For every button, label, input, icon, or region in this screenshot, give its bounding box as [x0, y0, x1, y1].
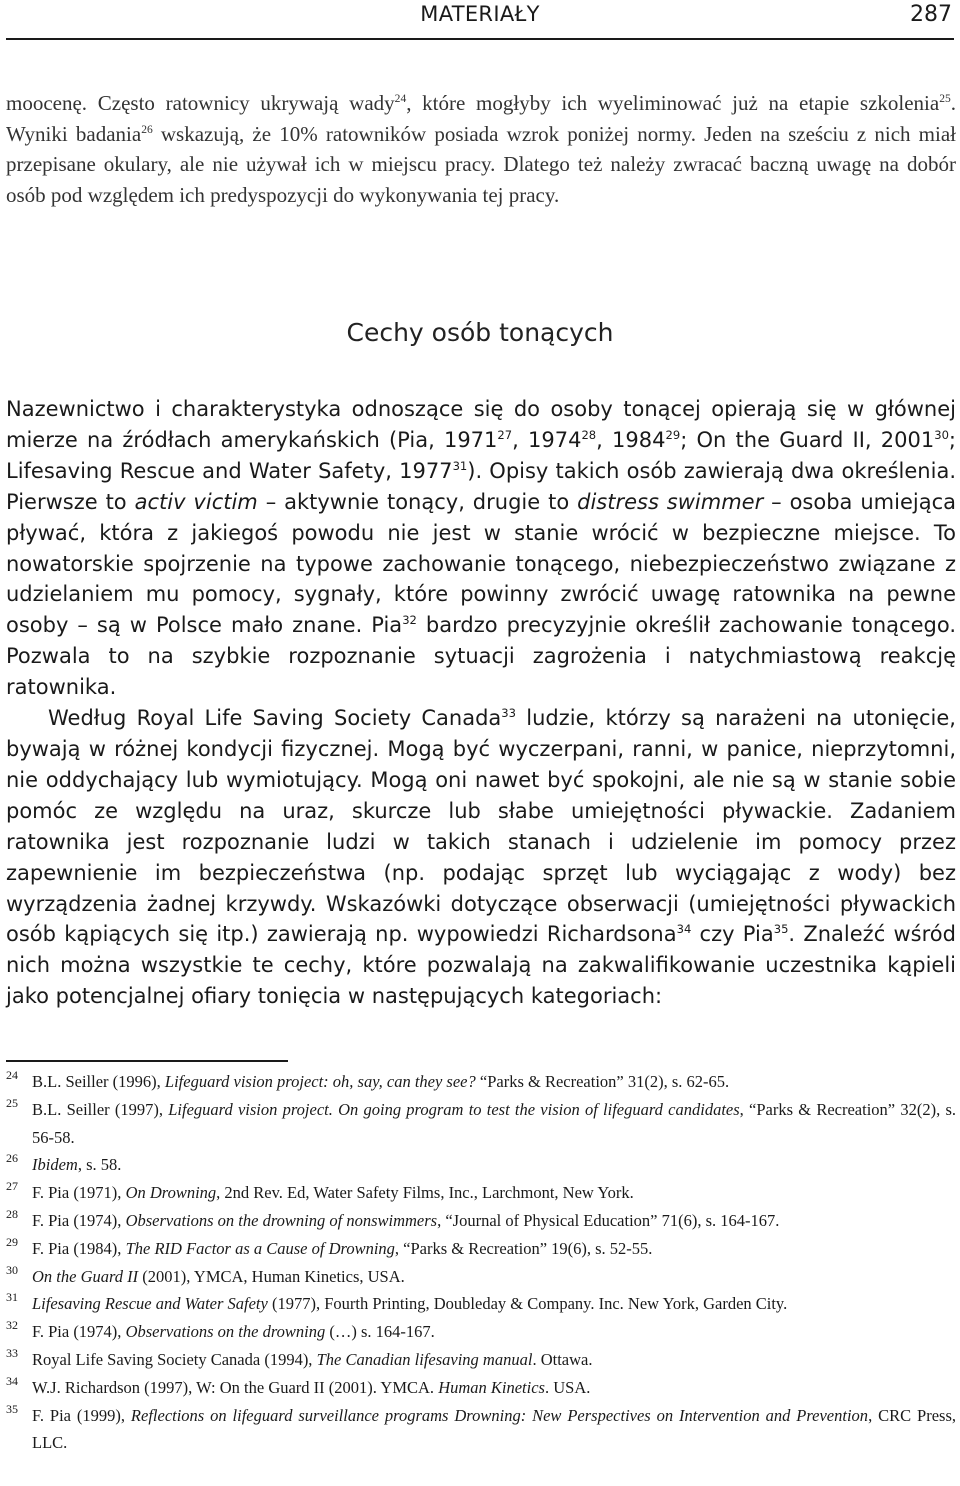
footnote-ref: 27: [497, 427, 513, 442]
running-header: [6, 0, 954, 40]
body-paragraph: [6, 703, 956, 1012]
footnote-number: 35: [6, 1401, 18, 1416]
italic-text: On Drowning: [125, 1183, 217, 1203]
text-run: F. Pia (1974),: [32, 1322, 126, 1342]
italic-text: On the Guard II: [32, 1266, 139, 1286]
footnote-item: [6, 1068, 956, 1096]
page-number: 287: [910, 2, 952, 27]
text-run: , s. 58.: [77, 1155, 122, 1175]
footnote-ref: 28: [581, 427, 597, 442]
footnotes-list: [6, 1068, 956, 1457]
text-run: , “Parks & Recreation” 19(6), s. 52-55.: [394, 1238, 653, 1258]
text-run: , 2nd Rev. Ed, Water Safety Films, Inc., Larchmont, New York.: [216, 1183, 634, 1203]
footnote-ref: 33: [501, 706, 516, 721]
section-heading: Cechy osób tonących: [346, 318, 614, 347]
text-run: F. Pia (1971),: [32, 1183, 126, 1203]
footnote-number: 25: [6, 1095, 18, 1110]
italic-text: Human Kinetics: [438, 1377, 545, 1397]
footnote-item: [6, 1318, 956, 1346]
text-run: Nazewnictwo i charakterystyka odnoszące się do osoby tonącej opierają się w głównej mierze na źródłach amerykańskich (Pia, 1971: [6, 397, 956, 452]
italic-text: Lifesaving Rescue and Water Safety: [32, 1294, 268, 1314]
footnote-number: 29: [6, 1234, 18, 1249]
footnote-number: 30: [6, 1262, 18, 1277]
text-run: B.L. Seiller (1997),: [32, 1099, 169, 1119]
footnote-ref: 34: [676, 922, 692, 937]
text-run: F. Pia (1984),: [32, 1238, 126, 1258]
footnote-number: 33: [6, 1345, 18, 1360]
footnote-item: [6, 1179, 956, 1207]
footnote-ref: 32: [402, 613, 417, 628]
footnote-number: 34: [6, 1373, 18, 1388]
text-run: ; Lifesaving Rescue and Water Safety, 1977: [6, 427, 956, 483]
text-run: , które mogłyby ich wyeliminować już na etapie szkolenia: [406, 91, 940, 115]
italic-text: The RID Factor as a Cause of Drowning: [125, 1238, 395, 1258]
footnote-item: [6, 1263, 956, 1291]
text-run: , 1984: [596, 427, 666, 452]
text-run: B.L. Seiller (1996),: [32, 1072, 165, 1091]
footnote-item: [6, 1402, 956, 1458]
italic-text: distress swimmer: [577, 489, 764, 514]
italic-text: Observations on the drowning: [125, 1322, 326, 1342]
text-run: ; On the Guard II, 2001: [680, 427, 935, 452]
footnote-item: [6, 1235, 956, 1263]
text-run: – aktywnie tonący, drugie to: [257, 489, 578, 514]
footnote-item: [6, 1151, 956, 1179]
footnote-number: 27: [6, 1179, 18, 1194]
footnote-ref: 31: [452, 458, 468, 473]
text-run: , “Journal of Physical Education” 71(6), s. 164-167.: [437, 1210, 780, 1230]
italic-text: Lifeguard vision project. On going program to test the vision of lifeguard candidates: [168, 1099, 740, 1119]
footnote-number: 28: [6, 1206, 18, 1221]
italic-text: The Canadian lifesaving manual: [316, 1349, 533, 1369]
italic-text: Lifeguard vision project: oh, say, can they see?: [164, 1072, 476, 1091]
footnote-ref: 29: [665, 427, 681, 442]
text-run: wskazują, że 10% ratowników posiada wzrok poniżej normy. Jeden na sześciu z nich miał przepisane okulary, ale nie używał ich w miejscu pracy. Dlatego też należy zwracać baczną uwagę na dobór osób pod względem ich predyspozycji do wykonywania tej pracy.: [6, 121, 956, 207]
text-run: , “Parks & Recreation” 32(2), s. 56-58.: [32, 1099, 956, 1147]
text-run: . USA.: [544, 1377, 591, 1397]
text-run: . Znaleźć wśród nich można wszystkie te cechy, które pozwalają na zakwalifikowanie uczestnika kąpieli jako potencjalnej ofiary tonięcia w następujących kategoriach:: [6, 922, 956, 1009]
text-run: czy Pia: [691, 922, 774, 947]
text-run: (2001), YMCA, Human Kinetics, USA.: [138, 1266, 405, 1286]
footnote-ref: 26: [141, 123, 153, 136]
footnote-ref: 25: [939, 93, 951, 105]
text-run: , CRC Press, LLC.: [32, 1405, 956, 1453]
text-run: ludzie, którzy są narażeni na utonięcie, bywają w różnej kondycji fizycznej. Mogą być wyczerpani, ranni, w panice, nieprzytomni, nie oddychający lub wymiotujący. Mogą oni nawet być spokojni, ale nie są w stanie sobie pomóc ze względu na uraz, skurcze lub słabe umiejętności pływackie. Zadaniem ratownika jest rozpoznanie ludzi w takich stanach i udzielenie im pomocy przez zapewnienie im bezpieczeństwa (np. podając sprzęt lub wyciągając z wody) bez wyrządzenia żadnej krzywdy. Wskazówki dotyczące obserwacji (umiejętności pływackich osób kąpiących się itp.) zawierają np. wypowiedzi Richardsona: [6, 706, 956, 947]
text-run: moocenę. Często ratownicy ukrywają wady: [6, 91, 395, 115]
body-paragraph: [6, 394, 956, 703]
continued-paragraph: [6, 88, 956, 210]
footnote-number: 32: [6, 1318, 18, 1333]
text-run: . Ottawa.: [532, 1349, 593, 1369]
italic-text: activ victim: [134, 489, 258, 514]
text-run: F. Pia (1999),: [32, 1405, 131, 1425]
italic-text: Reflections on lifeguard surveillance programs Drowning: New Perspectives on Intervention and Prevention: [130, 1405, 869, 1425]
footnote-separator: [6, 1060, 288, 1062]
text-run: Według Royal Life Saving Society Canada: [48, 706, 502, 731]
text-run: – osoba umiejąca pływać, która z jakiegoś powodu nie jest w stanie wrócić w bezpieczne miejsce. To nowatorskie spojrzenie na typowe zachowanie tonącego, niebezpieczeństwo związane z udzielaniem mu pomocy, sygnały, które powinny zwrócić uwagę ratownika na pewne osoby – są w Polsce mało znane. Pia: [6, 489, 956, 638]
text-run: (…) s. 164-167.: [325, 1322, 435, 1342]
footnote-ref: 30: [934, 427, 949, 442]
header-title: MATERIAŁY: [420, 2, 540, 26]
text-run: F. Pia (1974),: [32, 1210, 126, 1230]
footnote-item: [6, 1346, 956, 1374]
text-run: . Wyniki badania: [6, 91, 957, 146]
footnote-number: 31: [6, 1290, 18, 1305]
italic-text: Ibidem: [32, 1155, 78, 1175]
footnote-ref: 35: [773, 922, 789, 937]
text-run: W.J. Richardson (1997), W: On the Guard II (2001). YMCA.: [32, 1377, 439, 1397]
text-run: bardzo precyzyjnie określił zachowanie tonącego. Pozwala to na szybkie rozpoznanie sytuacji zagrożenia i natychmiastową reakcję ratownika.: [6, 613, 956, 700]
text-run: ). Opisy takich osób zawierają dwa określenia. Pierwsze to: [6, 458, 956, 514]
footnote-item: [6, 1290, 956, 1318]
footnote-number: 26: [6, 1151, 18, 1166]
footnote-number: 24: [6, 1068, 18, 1082]
text-run: Royal Life Saving Society Canada (1994),: [32, 1349, 317, 1369]
text-run: (1977), Fourth Printing, Doubleday & Company. Inc. New York, Garden City.: [267, 1294, 788, 1314]
text-run: “Parks & Recreation” 31(2), s. 62-65.: [475, 1072, 730, 1091]
footnote-item: [6, 1374, 956, 1402]
text-run: , 1974: [512, 427, 582, 452]
footnote-ref: 24: [394, 93, 407, 105]
section-body: [6, 394, 956, 1012]
footnote-item: [6, 1096, 956, 1152]
footnote-item: [6, 1207, 956, 1235]
italic-text: Observations on the drowning of nonswimmers: [125, 1210, 438, 1230]
paragraph-text: [6, 88, 956, 210]
